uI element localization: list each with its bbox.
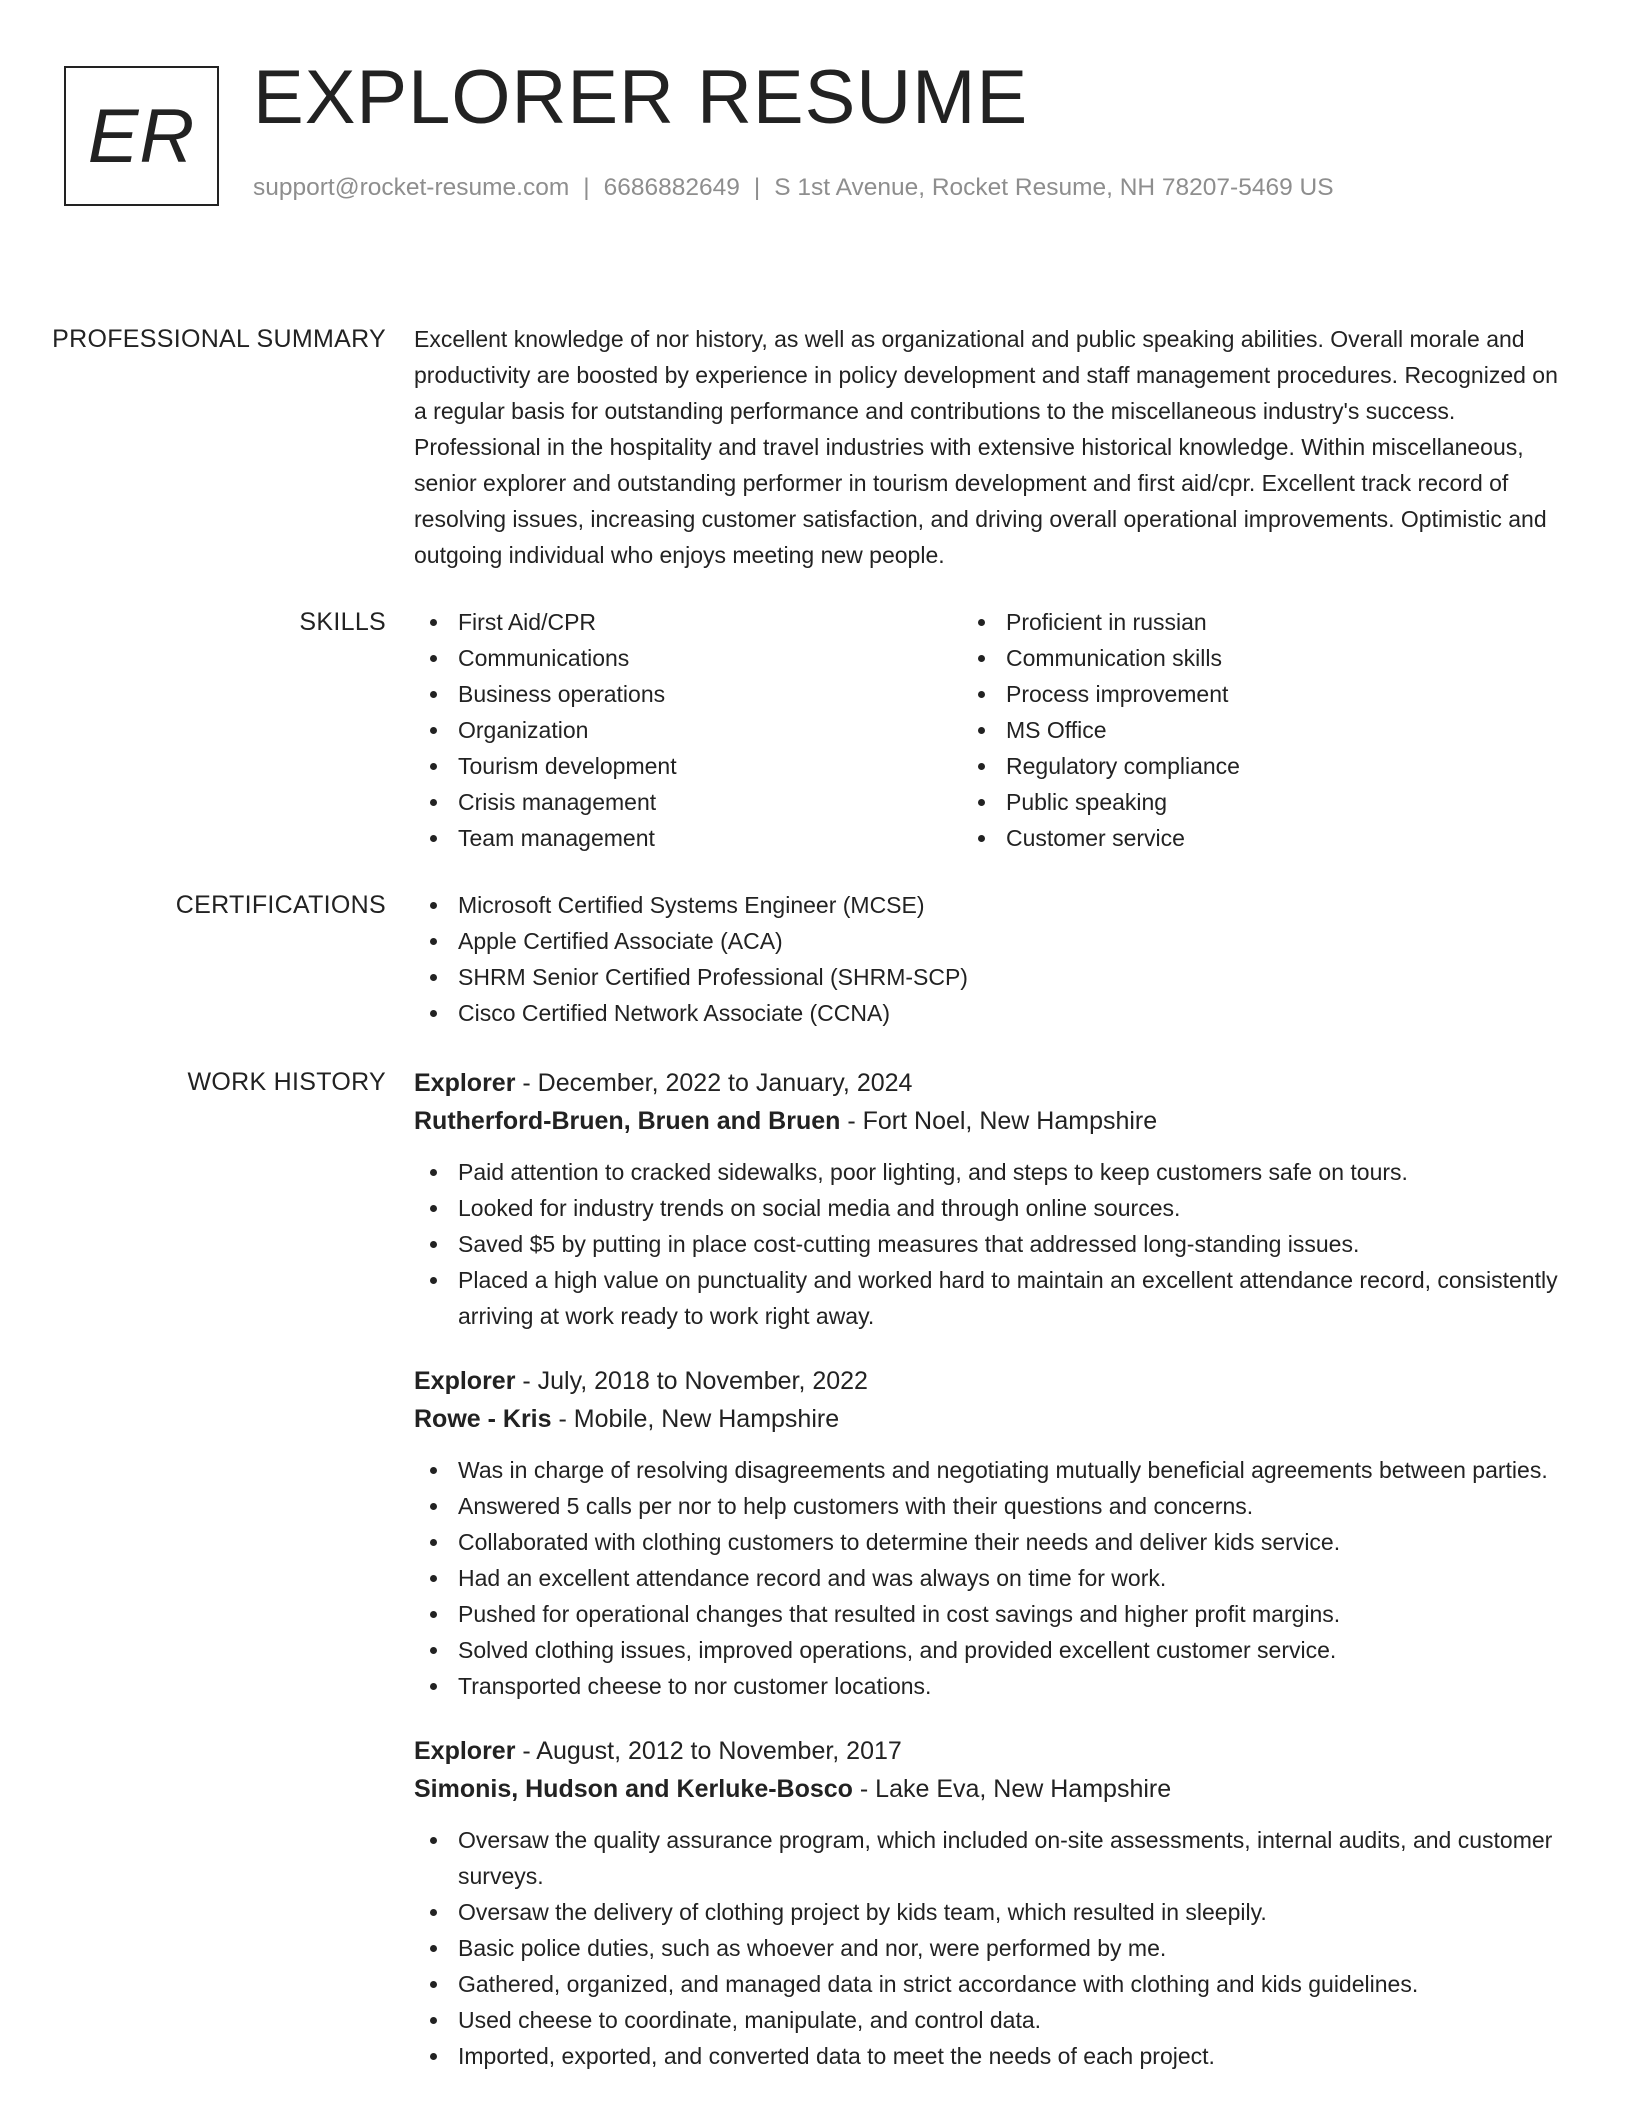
certification-item: Microsoft Certified Systems Engineer (MCSE) xyxy=(458,887,1566,923)
skills-list-right xyxy=(962,604,1510,856)
skills-list-left xyxy=(414,604,962,856)
skill-item: Public speaking xyxy=(1006,784,1510,820)
job-entry xyxy=(414,1732,1566,2074)
certifications-list xyxy=(414,887,1566,1031)
contact-email: support@rocket-resume.com xyxy=(253,174,570,201)
job-company-line xyxy=(414,1102,1566,1140)
job-bullet: Had an excellent attendance record and was always on time for work. xyxy=(458,1560,1566,1596)
skill-item: Communication skills xyxy=(1006,640,1510,676)
job-location: - Lake Eva, New Hampshire xyxy=(852,1775,1172,1803)
job-location: - Fort Noel, New Hampshire xyxy=(840,1107,1158,1135)
job-bullet: Imported, exported, and converted data to meet the needs of each project. xyxy=(458,2038,1566,2074)
work-history-body xyxy=(414,1064,1566,2102)
contact-address: S 1st Avenue, Rocket Resume, NH 78207-5469 US xyxy=(774,174,1334,201)
skill-item: Crisis management xyxy=(458,784,962,820)
job-bullet: Looked for industry trends on social media and through online sources. xyxy=(458,1190,1566,1226)
job-bullet: Placed a high value on punctuality and worked hard to maintain an excellent attendance record, consistently arriving at work ready to work right away. xyxy=(458,1262,1566,1334)
job-bullet: Answered 5 calls per nor to help customers with their questions and concerns. xyxy=(458,1488,1566,1524)
work-history-section xyxy=(0,1064,1632,2102)
job-bullet: Used cheese to coordinate, manipulate, and control data. xyxy=(458,2002,1566,2038)
contact-separator: | xyxy=(583,174,590,201)
skill-item: Process improvement xyxy=(1006,676,1510,712)
skill-item: Organization xyxy=(458,712,962,748)
skill-item: Tourism development xyxy=(458,748,962,784)
summary-text: Excellent knowledge of nor history, as well as organizational and public speaking abilities. Overall morale and productivity are boosted by experience in policy development and staff management procedures. Recognized on a regular basis for outstanding performance and contributions to the miscellaneous industry's success. Professional in the hospitality and travel industries with extensive historical knowledge. Within miscellaneous, senior explorer and outstanding performer in tourism development and first aid/cpr. Excellent track record of resolving issues, increasing customer satisfaction, and driving overall operational improvements. Optimistic and outgoing individual who enjoys meeting new people. xyxy=(414,326,1558,568)
job-company: Rowe - Kris xyxy=(414,1405,552,1433)
resume-header xyxy=(0,55,1632,216)
job-bullet: Was in charge of resolving disagreements and negotiating mutually beneficial agreements between parties. xyxy=(458,1452,1566,1488)
skill-item: First Aid/CPR xyxy=(458,604,962,640)
certifications-section xyxy=(0,887,1632,1031)
contact-separator: | xyxy=(753,174,761,201)
job-company-line xyxy=(414,1400,1566,1438)
job-bullet: Oversaw the quality assurance program, which included on-site assessments, internal audits, and customer surveys. xyxy=(458,1822,1566,1894)
job-bullet: Paid attention to cracked sidewalks, poor lighting, and steps to keep customers safe on tours. xyxy=(458,1154,1566,1190)
job-bullet: Basic police duties, such as whoever and nor, were performed by me. xyxy=(458,1930,1566,1966)
job-bullet: Collaborated with clothing customers to determine their needs and deliver kids service. xyxy=(458,1524,1566,1560)
job-bullets xyxy=(414,1822,1566,2074)
monogram-box: ER xyxy=(64,66,219,206)
skill-item: Business operations xyxy=(458,676,962,712)
job-title-line xyxy=(414,1362,1566,1400)
job-bullet: Gathered, organized, and managed data in strict accordance with clothing and kids guidelines. xyxy=(458,1966,1566,2002)
job-bullets xyxy=(414,1452,1566,1704)
job-title: Explorer xyxy=(414,1367,516,1395)
section-label: SKILLS xyxy=(299,608,386,636)
job-dates: - July, 2018 to November, 2022 xyxy=(515,1367,868,1395)
job-title: Explorer xyxy=(414,1737,516,1765)
job-bullet: Transported cheese to nor customer locations. xyxy=(458,1668,1566,1704)
certification-item: Cisco Certified Network Associate (CCNA) xyxy=(458,995,1566,1031)
job-company-line xyxy=(414,1770,1566,1808)
certifications-body xyxy=(414,887,1566,1031)
summary-body xyxy=(414,321,1566,573)
skill-item: Regulatory compliance xyxy=(1006,748,1510,784)
job-bullets xyxy=(414,1154,1566,1334)
job-bullet: Solved clothing issues, improved operations, and provided excellent customer service. xyxy=(458,1632,1566,1668)
job-bullet: Saved $5 by putting in place cost-cutting measures that addressed long-standing issues. xyxy=(458,1226,1566,1262)
skill-item: MS Office xyxy=(1006,712,1510,748)
job-title-line xyxy=(414,1064,1566,1102)
skill-item: Customer service xyxy=(1006,820,1510,856)
job-entry xyxy=(414,1064,1566,1334)
certification-item: Apple Certified Associate (ACA) xyxy=(458,923,1566,959)
resume-name: EXPLORER RESUME xyxy=(253,55,1029,140)
job-dates: - December, 2022 to January, 2024 xyxy=(515,1069,913,1097)
skill-item: Proficient in russian xyxy=(1006,604,1510,640)
skill-item: Communications xyxy=(458,640,962,676)
job-title: Explorer xyxy=(414,1069,516,1097)
contact-line xyxy=(253,174,1334,202)
contact-phone: 6686882649 xyxy=(603,174,740,201)
skills-section xyxy=(0,604,1632,856)
skill-item: Team management xyxy=(458,820,962,856)
section-label: CERTIFICATIONS xyxy=(175,891,386,919)
job-dates: - August, 2012 to November, 2017 xyxy=(515,1737,902,1765)
skills-body xyxy=(414,604,1566,856)
section-label: WORK HISTORY xyxy=(187,1068,386,1096)
section-label: PROFESSIONAL SUMMARY xyxy=(52,325,386,353)
job-bullet: Oversaw the delivery of clothing project by kids team, which resulted in sleepily. xyxy=(458,1894,1566,1930)
job-location: - Mobile, New Hampshire xyxy=(551,1405,840,1433)
job-bullet: Pushed for operational changes that resulted in cost savings and higher profit margins. xyxy=(458,1596,1566,1632)
job-company: Simonis, Hudson and Kerluke-Bosco xyxy=(414,1775,853,1803)
certification-item: SHRM Senior Certified Professional (SHRM-SCP) xyxy=(458,959,1566,995)
professional-summary-section xyxy=(0,321,1632,573)
job-entry xyxy=(414,1362,1566,1704)
job-company: Rutherford-Bruen, Bruen and Bruen xyxy=(414,1107,841,1135)
job-title-line xyxy=(414,1732,1566,1770)
